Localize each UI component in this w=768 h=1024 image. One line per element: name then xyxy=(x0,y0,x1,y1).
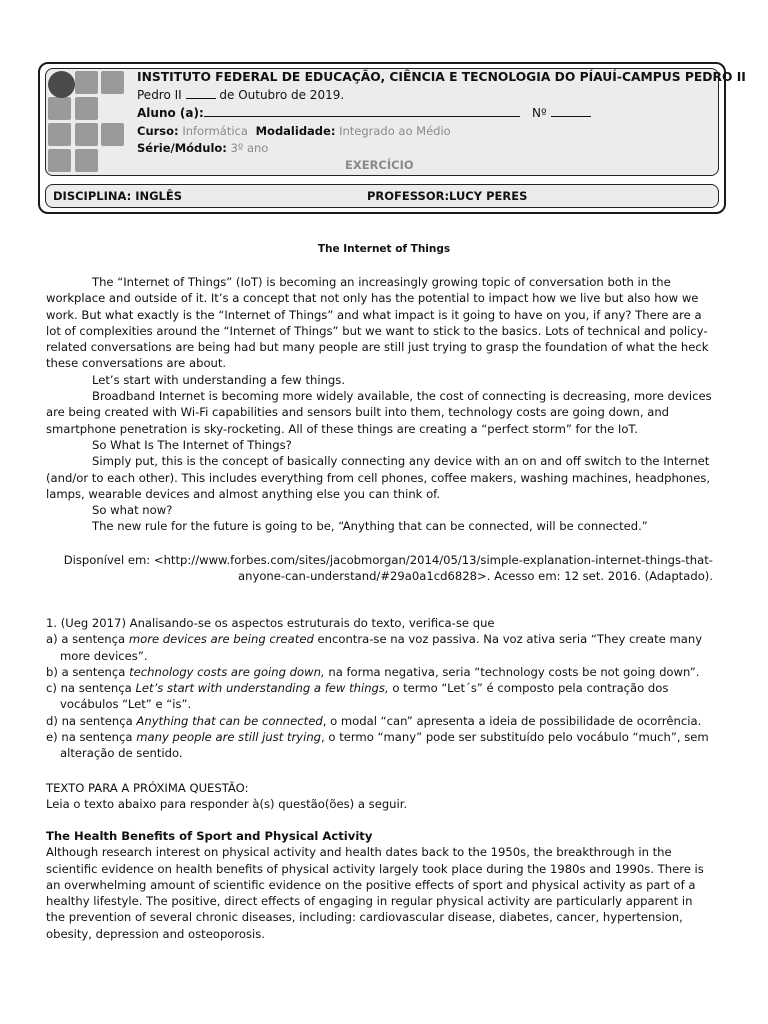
paragraph: So What Is The Internet of Things? xyxy=(92,437,292,452)
option-a[interactable]: a) a sentença more devices are being created encontra-se na voz passiva. Na voz ativa seria “They create many more devices”. xyxy=(46,632,703,663)
option-d[interactable]: d) na sentença Anything that can be connected, o modal “can” apresenta a ideia de possibilidade de ocorrência. xyxy=(46,713,702,728)
section-heading: TEXTO PARA A PRÓXIMA QUESTÃO: xyxy=(46,781,249,795)
paragraph: The “Internet of Things” (IoT) is becoming an increasingly growing topic of conversation both in the workplace and outside of it. It’s a concept that not only has the potential to impact how we live but also how we work. But what exactly is the “Internet of Things” and what impact is it going to have on you, if any? There are a lot of complexities around the “Internet of Things” but we want to stick to the basics. Lots of technical and policy-related conversations are being had but many people are still just trying to grasp the foundation of what the heck these conversations are about. xyxy=(46,275,709,371)
day-blank[interactable] xyxy=(186,87,216,99)
student-name-blank[interactable] xyxy=(204,105,520,117)
professor-label: PROFESSOR:LUCY PERES xyxy=(367,189,528,203)
paragraph: Simply put, this is the concept of basically connecting any device with an on and off switch to the Internet (and/or to each other). This includes everything from cell phones, coffee makers, washing machines, headphones, lamps, wearable devices and almost anything else you can think of. xyxy=(46,454,711,501)
exercise-label: EXERCÍCIO xyxy=(345,158,414,172)
question-1 xyxy=(46,615,714,762)
paragraph: Broadband Internet is becoming more widely available, the cost of connecting is decreasing, more devices are being created with Wi-Fi capabilities and sensors built into them, technology costs are going down, and smartphone penetration is sky-rocketing. All of these things are creating a “perfect storm” for the IoT. xyxy=(46,389,712,436)
article-body xyxy=(46,274,714,535)
health-body: Although research interest on physical activity and health dates back to the 1950s, the breakthrough in the scientific evidence on health benefits of physical activity largely took place during the 1980s and 1990s. There is an overwhelming amount of scientific evidence on the positive effects of sport and physical activity as part of a healthy lifestyle. The positive, direct effects of engaging in regular physical activity are particularly apparent in the prevention of several chronic diseases, including: cardiovascular disease, diabetes, cancer, hypertension, obesity, depression and osteoporosis. xyxy=(46,845,704,941)
logo-circle-icon xyxy=(48,71,75,98)
next-question-intro xyxy=(46,780,714,813)
date-line: Pedro II de Outubro de 2019. xyxy=(137,88,345,102)
student-line: Aluno (a): Nº xyxy=(137,105,591,121)
health-article xyxy=(46,828,714,942)
source-line: Disponível em: <http://www.forbes.com/sites/jacobmorgan/2014/05/13/simple-explanation-internet-things-that- xyxy=(63,553,713,567)
health-title: The Health Benefits of Sport and Physical Activity xyxy=(46,829,373,843)
question-stem: 1. (Ueg 2017) Analisando-se os aspectos estruturais do texto, verifica-se que xyxy=(46,616,495,630)
article-title: The Internet of Things xyxy=(317,243,451,255)
paragraph: The new rule for the future is going to be, “Anything that can be connected, will be connected.” xyxy=(92,519,648,534)
source-line: anyone-can-understand/#29a0a1cd6828>. Acesso em: 12 set. 2016. (Adaptado). xyxy=(238,569,713,584)
option-b[interactable]: b) a sentença technology costs are going down, na forma negativa, seria “technology costs be not going down”. xyxy=(46,664,700,679)
option-e[interactable]: e) na sentença many people are still just trying, o termo “many” pode ser substituído pelo vocábulo “much”, sem alteração de sentido. xyxy=(46,730,709,761)
option-c[interactable]: c) na sentença Let’s start with understanding a few things, o termo “Let´s” é composto pela contração dos vocábulos “Let” e “is”. xyxy=(46,681,669,712)
institution-logo xyxy=(47,70,129,174)
source-citation xyxy=(46,552,713,585)
paragraph: So what now? xyxy=(92,503,173,518)
instruction: Leia o texto abaixo para responder à(s) questão(ões) a seguir. xyxy=(46,797,408,812)
discipline-label: DISCIPLINA: INGLÊS xyxy=(53,189,183,203)
student-number-blank[interactable] xyxy=(551,105,591,117)
series-line: Série/Módulo: 3º ano xyxy=(137,141,269,155)
institution-name: INSTITUTO FEDERAL DE EDUCAÇÃO, CIÊNCIA E TECNOLOGIA DO PÍAUÍ-CAMPUS PEDRO II xyxy=(137,70,746,84)
paragraph: Let’s start with understanding a few things. xyxy=(92,372,346,387)
course-line: Curso: Informática Modalidade: Integrado ao Médio xyxy=(137,124,451,138)
